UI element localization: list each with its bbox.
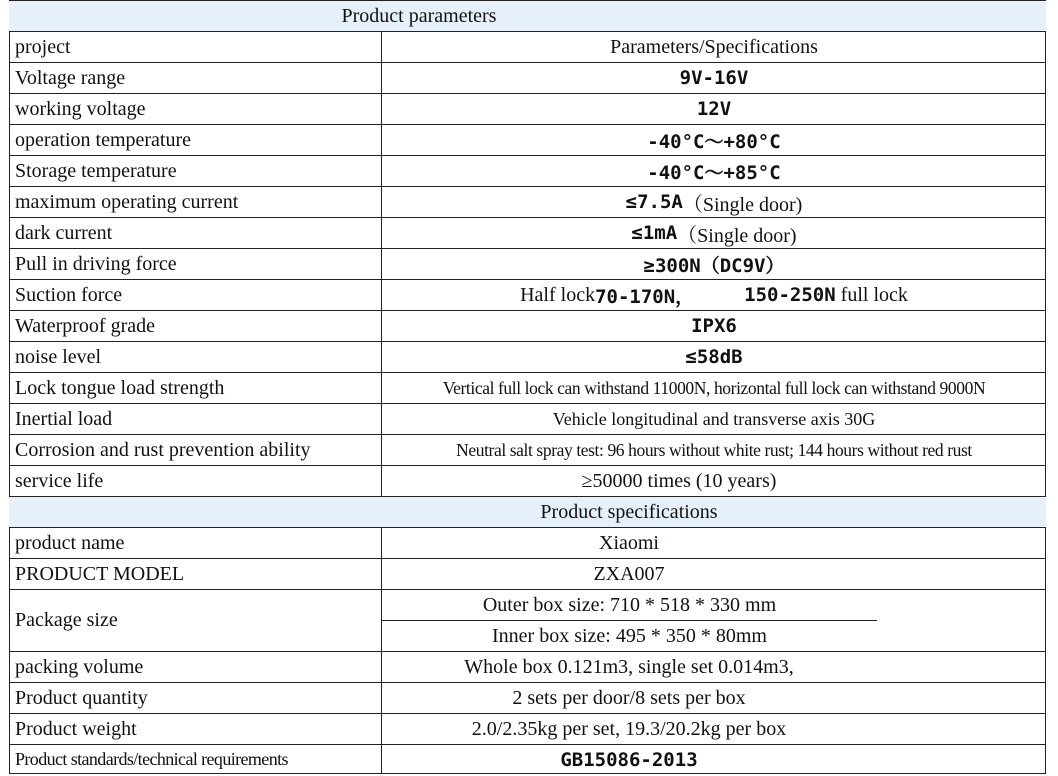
table-row — [9, 156, 1046, 187]
row-label: Inertial load — [9, 404, 382, 434]
row-label: dark current — [9, 218, 382, 248]
value-bold: ≤7.5A — [625, 191, 683, 213]
table-row — [9, 528, 1046, 559]
table-row — [9, 559, 1046, 590]
row-value: Parameters/Specifications — [610, 35, 818, 58]
value-note: （Single door) — [682, 193, 803, 216]
section-header-parameters — [9, 0, 1046, 32]
row-value — [382, 280, 1046, 310]
row-label: Product quantity — [9, 683, 382, 713]
row-value: ≤58dB — [685, 346, 743, 368]
value-bold: ≤1mA — [631, 222, 678, 244]
row-value: ≥300N（DC9V） — [643, 254, 785, 277]
row-value: Neutral salt spray test: 96 hours without white rust; 144 hours without red rust — [456, 439, 972, 460]
row-label: Pull in driving force — [9, 249, 382, 279]
table-row — [9, 683, 1046, 714]
table-row — [9, 125, 1046, 156]
row-label: Suction force — [9, 280, 382, 310]
table-row — [9, 218, 1046, 249]
row-value: 12V — [696, 98, 732, 120]
section-header-specifications — [9, 497, 1046, 528]
table-row — [9, 404, 1046, 435]
section-title: Product parameters — [341, 4, 497, 27]
row-value — [382, 187, 1046, 217]
table-row — [9, 373, 1046, 404]
row-label: service life — [9, 466, 382, 496]
row-label: PRODUCT MODEL — [9, 559, 382, 589]
row-label: Product weight — [9, 714, 382, 744]
row-label: Package size — [9, 590, 382, 651]
row-value: ZXA007 — [593, 562, 665, 585]
row-value: IPX6 — [691, 315, 737, 337]
row-label: Lock tongue load strength — [9, 373, 382, 403]
row-value — [382, 218, 1046, 248]
value-prefix: Half lock — [520, 283, 596, 306]
row-label: working voltage — [9, 94, 382, 124]
row-value: GB15086-2013 — [560, 748, 698, 771]
table-row — [9, 342, 1046, 373]
table-row — [9, 590, 1046, 652]
row-value: -40°C～+80°C — [647, 130, 781, 153]
table-row — [9, 714, 1046, 745]
row-label: project — [9, 32, 382, 62]
table-row — [9, 435, 1046, 466]
row-value: 9V-16V — [679, 67, 749, 89]
table-row — [9, 32, 1046, 63]
row-label: product name — [9, 528, 382, 558]
row-value: 2.0/2.35kg per set, 19.3/20.2kg per box — [471, 717, 787, 740]
inner-box-size: Inner box size: 495 * 350 * 80mm — [492, 625, 767, 647]
row-label: Corrosion and rust prevention ability — [9, 435, 382, 465]
row-label: noise level — [9, 342, 382, 372]
row-label: Voltage range — [9, 63, 382, 93]
row-label: operation temperature — [9, 125, 382, 155]
table-row — [9, 249, 1046, 280]
row-value: -40°C～+85°C — [647, 161, 781, 184]
row-label: Waterproof grade — [9, 311, 382, 341]
table-row — [9, 187, 1046, 218]
row-label: packing volume — [9, 652, 382, 682]
row-label: maximum operating current — [9, 187, 382, 217]
value-suffix: full lock — [840, 283, 908, 306]
table-row — [9, 94, 1046, 125]
value-bold-1: 70-170N， — [595, 285, 695, 308]
value-bold-2: 150-250N — [744, 284, 836, 306]
row-value: Xiaomi — [599, 531, 659, 554]
row-value: Whole box 0.121m3, single set 0.014m3, — [464, 655, 794, 678]
table-row — [9, 280, 1046, 311]
section-title: Product specifications — [540, 500, 718, 523]
table-row — [9, 652, 1046, 683]
outer-box-size: Outer box size: 710 * 518 * 330 mm — [482, 594, 777, 616]
table-row — [9, 63, 1046, 94]
table-row — [9, 745, 1046, 774]
row-value: Vehicle longitudinal and transverse axis 30G — [552, 408, 876, 429]
row-label: Storage temperature — [9, 156, 382, 186]
value-note: （Single door) — [677, 224, 797, 247]
row-value: Vertical full lock can withstand 11000N, horizontal full lock can withstand 9000N — [442, 377, 986, 398]
row-label: Product standards/technical requirements — [9, 745, 382, 774]
table-row — [9, 466, 1046, 497]
row-value: ≥50000 times (10 years) — [581, 469, 777, 492]
table-row — [9, 311, 1046, 342]
row-value: 2 sets per door/8 sets per box — [512, 686, 746, 709]
